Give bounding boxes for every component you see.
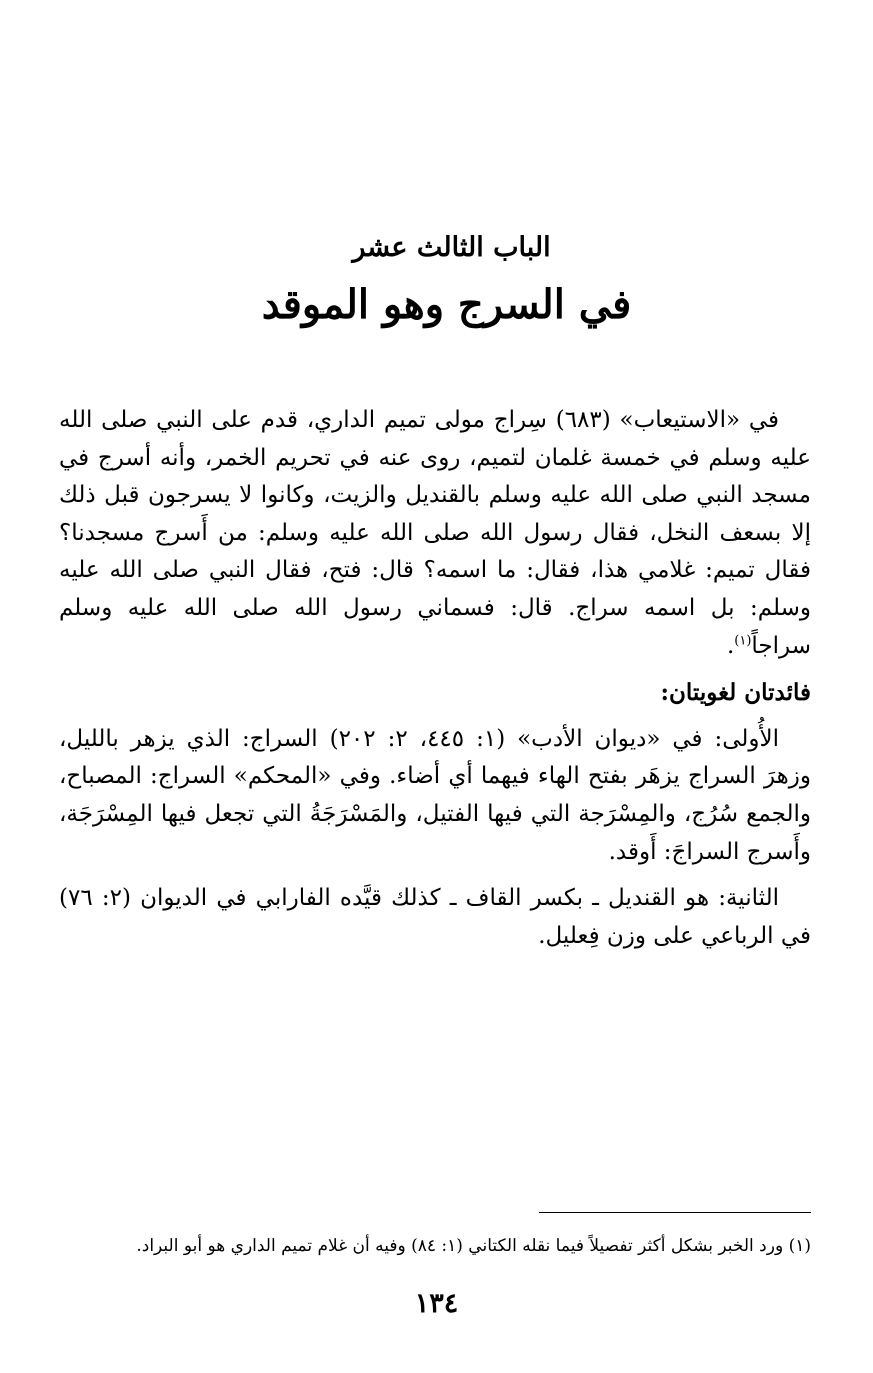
- footnote-divider: [539, 1212, 811, 1213]
- footnote-ref: (١): [734, 632, 752, 648]
- paragraph-3: الثانية: هو القنديل ـ بكسر القاف ـ كذلك قيَّده الفارابي في الديوان (٢: ٧٦) في الرباعي على وزن فِعليل.: [59, 885, 811, 949]
- section-heading: فائدتان لغويتان:: [660, 679, 811, 707]
- footnote: (١) ورد الخبر بشكل أكثر تفصيلاً فيما نقله الكتاني (١: ٨٤) وفيه أن غلام تميم الداري هو أبو البراد.: [136, 1236, 811, 1256]
- page-number: ١٣٤: [414, 1288, 459, 1319]
- paragraph-1-text: في «الاستيعاب» (٦٨٣) سِراج مولى تميم الداري، قدم على النبي صلى الله عليه وسلم في خمسة غلمان لتميم، روى عنه في تحريم الخمر، وأنه أسرج في مسجد النبي صلى الله عليه وسلم بالقنديل والزيت، وكانوا لا يسرجون قبل ذلك إلا بسعف النخل، فقال رسول الله صلى الله عليه وسلم: من أَسرج مسجدنا؟ فقال تميم: غلامي هذا، فقال: ما اسمه؟ قال: فتح، فقال النبي صلى الله عليه وسلم: بل اسمه سراج. قال: فسماني رسول الله صلى الله عليه وسلم سراجاً: [59, 407, 811, 659]
- paragraph-2: الأُولى: في «ديوان الأدب» (١: ٤٤٥، ٢: ٢٠٢) السراج: الذي يزهر بالليل، وزهرَ السراج يزهَر بفتح الهاء فيهما أي أضاء. وفي «المحكم» السراج: المصباح، والجمع سُرُج، والمِسْرَجة التي فيها الفتيل، والمَسْرَجَةُ التي تجعل فيها المِسْرَجَة، وأَسرج السراجَ: أَوقد.: [59, 725, 811, 865]
- chapter-label: الباب الثالث عشر: [352, 232, 551, 263]
- paragraph-1-tail: .: [726, 632, 735, 659]
- chapter-title: في السرج وهو الموقد: [261, 281, 632, 328]
- paragraph-1: [59, 402, 811, 665]
- main-text: [59, 402, 811, 955]
- chapter-header: [0, 228, 873, 334]
